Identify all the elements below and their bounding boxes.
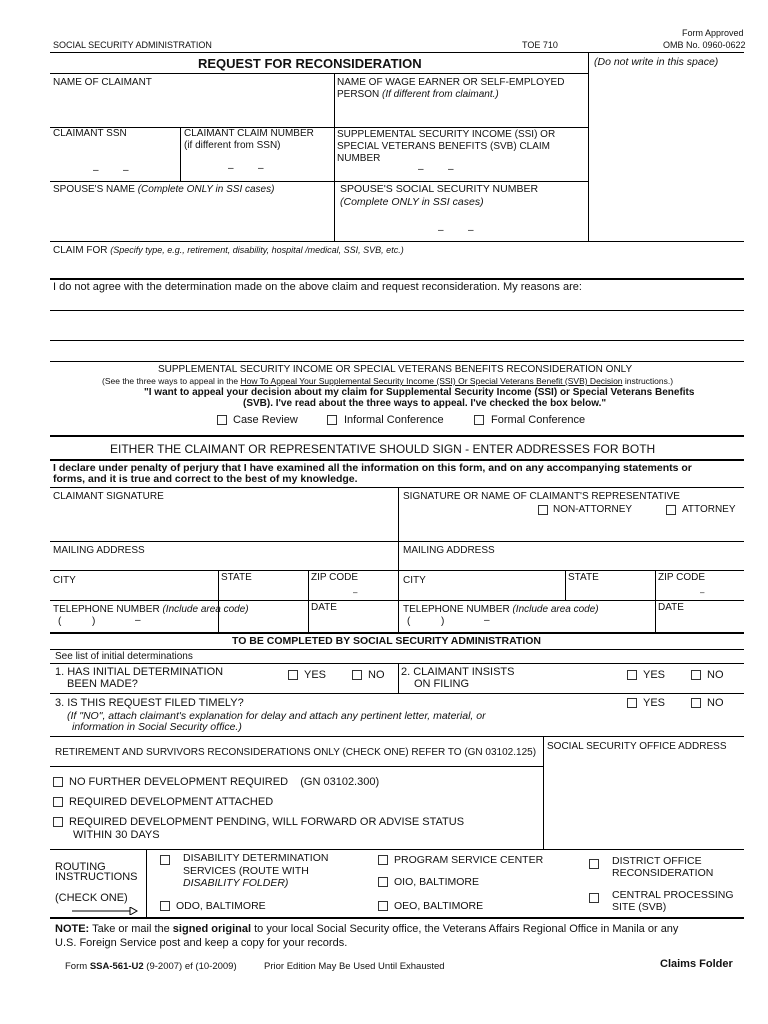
req-attached-label: REQUIRED DEVELOPMENT ATTACHED [69,796,274,808]
claimant-mailing-address-field[interactable] [52,557,396,569]
claim-for-label: CLAIM FOR [53,245,108,256]
note-post: to your local Social Security office, the Veterans Affairs Regional Office in Manila or any [251,923,679,935]
reasons-statement: I do not agree with the determination made on the above claim and request reconsideration. My reasons are: [53,281,582,293]
claimant-ssn-label: CLAIMANT SSN [53,128,127,139]
rep-phone-paren-close: ) [441,616,445,627]
office-address-label: SOCIAL SECURITY OFFICE ADDRESS [547,741,727,752]
ssi-see-post: instructions.) [622,376,674,386]
name-of-claimant-field[interactable] [52,90,332,126]
claimant-phone-dash: – [135,615,141,626]
wage-earner-label-2: PERSON [337,89,380,100]
claimant-telephone-note: (Include area code) [162,604,249,615]
rep-signature-label: SIGNATURE OR NAME OF CLAIMANT'S REPRESENTATIVE [403,491,680,502]
odo-checkbox[interactable] [160,901,170,911]
claim-for-note: (Specify type, e.g., retirement, disability, hospital /medical, SSI, SVB, etc.) [110,245,404,255]
claimant-signature-label: CLAIMANT SIGNATURE [53,491,164,502]
req-pending-label: REQUIRED DEVELOPMENT PENDING, WILL FORWARD OR ADVISE STATUS [69,816,465,828]
claimant-state-label: STATE [221,572,252,583]
ssn-dash-1: – [93,165,99,176]
informal-conference-checkbox[interactable] [327,415,337,425]
arrow-right-icon [72,907,138,915]
q3-yes-label: YES [643,697,666,709]
q3-note-2: information in Social Security office.) [72,721,242,733]
agency-name: SOCIAL SECURITY ADMINISTRATION [53,40,212,50]
req-pending-checkbox[interactable] [53,817,63,827]
rep-state-field[interactable] [567,584,653,599]
claimant-city-label: CITY [53,575,76,586]
rep-telephone-note: (Include area code) [512,604,599,615]
central-processing-label: CENTRAL PROCESSING [612,889,734,901]
q2-no-label: NO [707,669,724,681]
ssi-claim-field[interactable] [336,165,586,179]
claimant-zip-field[interactable] [310,584,396,599]
reasons-field[interactable] [52,294,742,360]
q3-yes-checkbox[interactable] [627,698,637,708]
footer-form-pre: Form [65,961,90,972]
central-processing-label-2: SITE (SVB) [612,901,667,913]
q2-no-checkbox[interactable] [691,670,701,680]
rep-mailing-address-label: MAILING ADDRESS [403,545,495,556]
q2-label-2: ON FILING [414,678,470,690]
spouse-ssn-dash-2: – [468,225,474,236]
rep-state-label: STATE [568,572,599,583]
footer-prior-edition: Prior Edition May Be Used Until Exhausted [264,961,445,972]
oeo-label: OEO, BALTIMORE [394,900,484,912]
rep-telephone-field[interactable] [400,616,653,630]
wage-earner-field[interactable] [336,102,586,126]
dds-checkbox[interactable] [160,855,170,865]
attorney-checkbox[interactable] [666,505,676,515]
rep-city-field[interactable] [400,587,563,599]
claim-dash-1: – [228,163,234,174]
q3-label: 3. IS THIS REQUEST FILED TIMELY? [55,697,244,709]
claimant-state-field[interactable] [220,584,306,599]
ssi-appeal-statement-2: (SVB). I've read about the three ways to appeal. I've checked the box below." [243,398,607,409]
name-of-claimant-label: NAME OF CLAIMANT [53,77,152,88]
footer-form-post: (9-2007) ef (10-2009) [143,961,237,972]
req-attached-checkbox[interactable] [53,797,63,807]
q1-no-checkbox[interactable] [352,670,362,680]
rs-recon-heading: RETIREMENT AND SURVIVORS RECONSIDERATIONS ONLY (CHECK ONE) REFER TO (GN 03102.125) [55,747,537,758]
claimant-date-field[interactable] [310,614,396,630]
ssi-claim-label-3: NUMBER [337,153,381,164]
claimant-date-label: DATE [311,602,337,613]
informal-conference-label: Informal Conference [344,414,444,426]
q3-note: (If "NO", attach claimant's explanation for delay and attach any pertinent letter, material, or [67,710,486,722]
rep-phone-paren-open: ( [407,616,411,627]
claim-number-field[interactable] [182,152,332,179]
claimant-zip-label: ZIP CODE [311,572,359,583]
dds-label: DISABILITY DETERMINATION [183,852,329,864]
perjury-declaration-2: forms, and it is true and correct to the best of my knowledge. [53,473,358,485]
ssi-see-pre: (See the three ways to appeal in the [102,376,241,386]
spouse-ssn-label: SPOUSE'S SOCIAL SECURITY NUMBER [340,183,539,195]
rep-date-label: DATE [658,602,684,613]
q1-yes-checkbox[interactable] [288,670,298,680]
toe-code: TOE 710 [522,40,558,50]
district-office-label-2: RECONSIDERATION [612,867,714,879]
odo-label: ODO, BALTIMORE [176,900,266,912]
oio-checkbox[interactable] [378,877,388,887]
ssi-recon-heading: SUPPLEMENTAL SECURITY INCOME OR SPECIAL VETERANS BENEFITS RECONSIDERATION ONLY [158,364,633,375]
rep-city-label: CITY [403,575,426,586]
district-office-label: DISTRICT OFFICE [612,855,702,867]
rep-telephone-label: TELEPHONE NUMBER [403,604,510,615]
claim-for-field[interactable] [52,257,742,277]
rep-zip-dash: – [700,588,705,597]
footer-claims-folder: Claims Folder [660,958,733,970]
claim-number-label: CLAIMANT CLAIM NUMBER [184,128,314,139]
q1-yes-label: YES [304,669,327,681]
non-attorney-label: NON-ATTORNEY [553,504,633,515]
q2-label: 2. CLAIMANT INSISTS [401,666,515,678]
note-pre: Take or mail the [89,923,173,935]
claimant-zip-dash: – [353,588,358,597]
claim-dash-2: – [258,163,264,174]
dds-label-2: SERVICES (ROUTE WITH [183,865,309,877]
no-further-dev-checkbox[interactable] [53,777,63,787]
q1-label: 1. HAS INITIAL DETERMINATION [55,666,224,678]
office-use-note: (Do not write in this space) [594,56,719,68]
ssi-claim-label-2: SPECIAL VETERANS BENEFITS (SVB) CLAIM [337,141,551,152]
appeal-instructions-link[interactable]: How To Appeal Your Supplemental Security Income (SSI) Or Special Veterans Benefit (SVB) Decision [240,376,623,386]
perjury-declaration: I declare under penalty of perjury that I have examined all the information on this form, and on any accompanying statements or [53,462,692,474]
omb-number: OMB No. 0960-0622 [663,40,746,50]
rep-signature-field[interactable] [400,518,742,539]
no-further-dev-ref: (GN 03102.300) [300,776,380,788]
page-title: REQUEST FOR RECONSIDERATION [198,56,422,71]
oeo-checkbox[interactable] [378,901,388,911]
spouse-name-field[interactable] [52,197,332,239]
q2-yes-checkbox[interactable] [627,670,637,680]
claimant-telephone-label: TELEPHONE NUMBER [53,604,160,615]
wage-earner-note: (If different from claimant.) [382,89,499,100]
formal-conference-label: Formal Conference [491,414,586,426]
rep-date-field[interactable] [657,614,742,630]
note-line-2: U.S. Foreign Service post and keep a copy for your records. [55,937,348,949]
sign-instructions-heading: EITHER THE CLAIMANT OR REPRESENTATIVE SHOULD SIGN - ENTER ADDRESSES FOR BOTH [110,442,656,456]
q1-label-2: BEEN MADE? [67,678,138,690]
psc-label: PROGRAM SERVICE CENTER [394,854,544,866]
rep-zip-field[interactable] [657,584,742,599]
attorney-label: ATTORNEY [682,504,736,515]
note-bold: signed original [172,923,252,935]
claimant-signature-field[interactable] [52,503,396,539]
oio-label: OIO, BALTIMORE [394,876,479,888]
form-approved: Form Approved [682,28,744,38]
ssa-section-heading: TO BE COMPLETED BY SOCIAL SECURITY ADMINISTRATION [232,635,541,647]
spouse-ssn-note: (Complete ONLY in SSI cases) [340,196,484,208]
case-review-checkbox[interactable] [217,415,227,425]
see-list-text: See list of initial determinations [55,651,193,662]
no-further-dev-label: NO FURTHER DEVELOPMENT REQUIRED [69,776,289,788]
claimant-mailing-address-label: MAILING ADDRESS [53,545,145,556]
req-pending-label-2: WITHIN 30 DAYS [73,829,160,841]
dds-label-3: DISABILITY FOLDER) [183,877,289,889]
spouse-ssn-field[interactable] [336,209,586,239]
central-processing-checkbox[interactable] [589,893,599,903]
office-address-field[interactable] [545,754,742,847]
routing-label-2: INSTRUCTIONS [55,871,138,883]
q3-no-label: NO [707,697,724,709]
q3-no-checkbox[interactable] [691,698,701,708]
district-office-checkbox[interactable] [589,859,599,869]
claimant-telephone-field[interactable] [52,616,306,630]
rep-mailing-address-field[interactable] [400,557,742,569]
spouse-name-note: (Complete ONLY in SSI cases) [137,184,275,195]
claim-number-note: (if different from SSN) [184,140,281,151]
ssn-dash-2: – [123,165,129,176]
formal-conference-checkbox[interactable] [474,415,484,425]
claimant-phone-paren-open: ( [58,616,62,627]
spouse-ssn-dash-1: – [438,225,444,236]
ssi-dash-1: – [418,164,424,175]
non-attorney-checkbox[interactable] [538,505,548,515]
case-review-label: Case Review [233,414,298,426]
q2-yes-label: YES [643,669,666,681]
wage-earner-label: NAME OF WAGE EARNER OR SELF-EMPLOYED [337,77,565,88]
check-one-label: (CHECK ONE) [55,892,128,904]
routing-label: ROUTING [55,861,106,873]
ssi-appeal-statement: "I want to appeal your decision about my claim for Supplemental Security Income (SSI) or Special Veterans Benefits [144,387,695,398]
claimant-city-field[interactable] [52,587,216,599]
ssi-claim-label: SUPPLEMENTAL SECURITY INCOME (SSI) OR [337,129,556,140]
footer-form-id: SSA-561-U2 [89,961,144,972]
q1-no-label: NO [368,669,385,681]
claimant-phone-paren-close: ) [92,616,96,627]
note-label: NOTE: [55,923,90,935]
ssi-dash-2: – [448,164,454,175]
rep-phone-dash: – [484,615,490,626]
claimant-ssn-field[interactable] [52,141,178,179]
spouse-name-label: SPOUSE'S NAME [53,184,135,195]
psc-checkbox[interactable] [378,855,388,865]
rep-zip-label: ZIP CODE [658,572,706,583]
